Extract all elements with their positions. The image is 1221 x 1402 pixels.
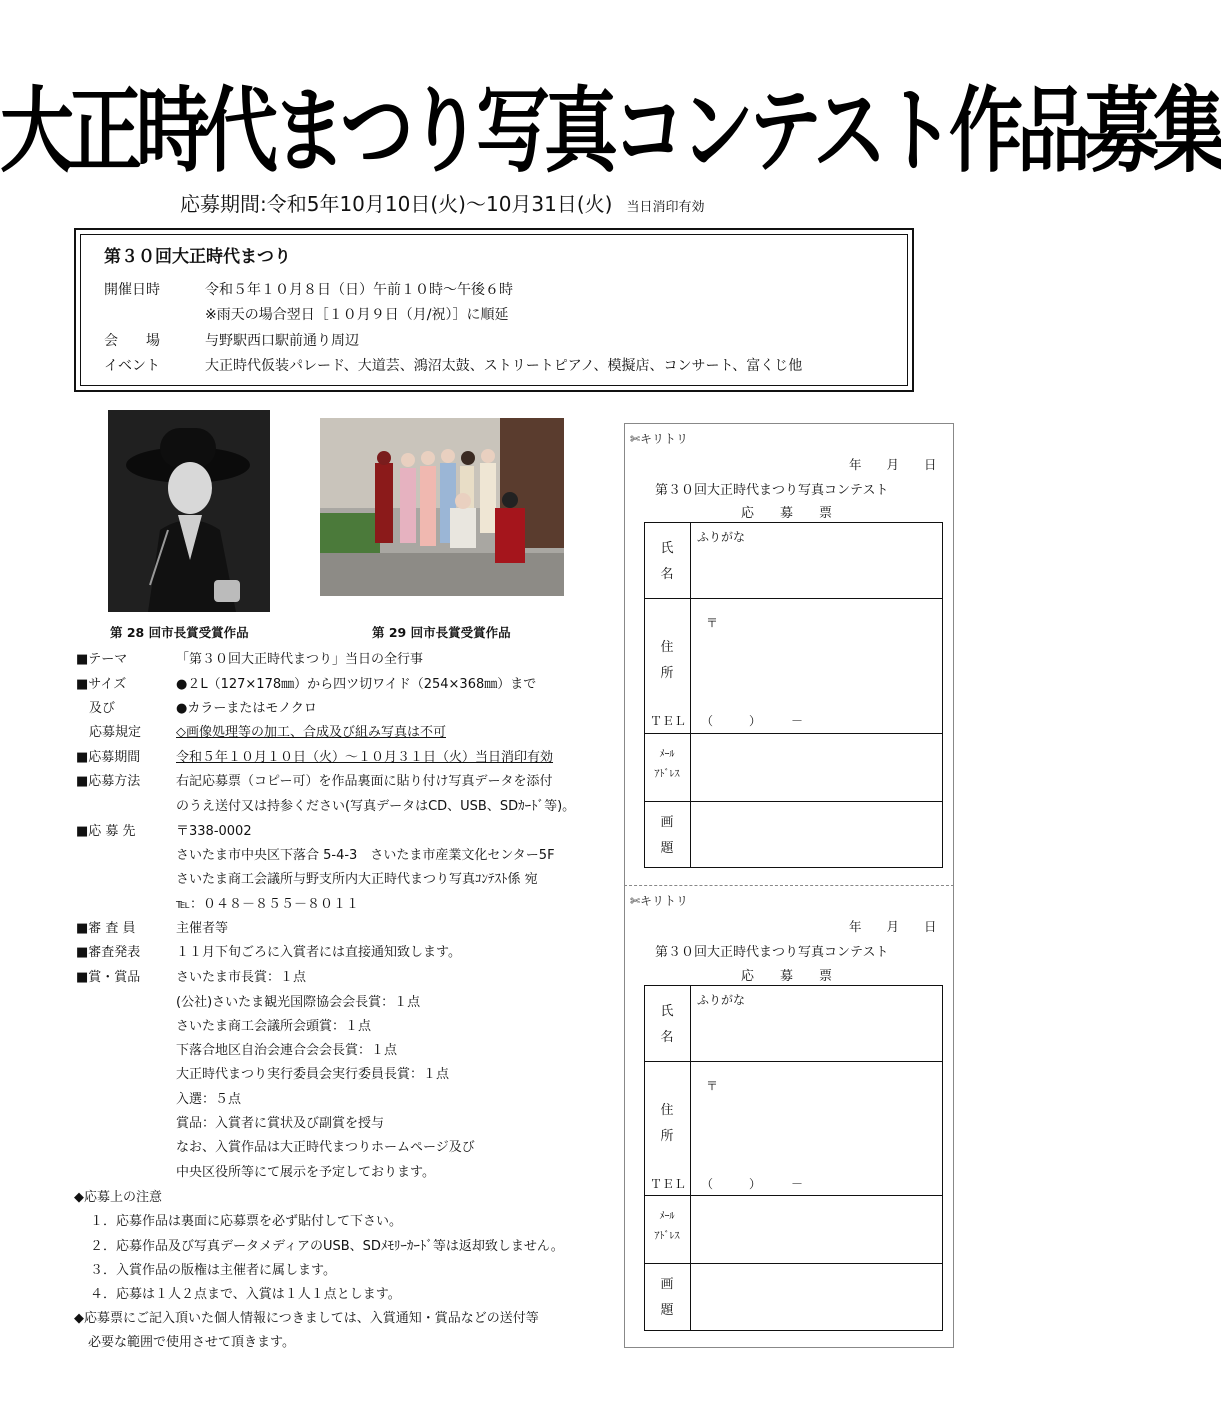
detail-key: ■審査発表 [76,945,141,960]
name-label-2: 名 [660,1030,674,1045]
event-value: ※雨天の場合翌日［１０月９日（月/祝）］に順延 [205,307,509,323]
note-item: ３．入賞作品の版権は主催者に属します。 [90,1263,336,1278]
tel-label: ＴＥＬ [650,714,687,728]
detail-value: 中央区役所等にて展示を予定しております。 [176,1165,435,1180]
form-title: 第３０回大正時代まつり写真コンテスト [655,483,889,498]
detail-value: ●２L（127×178㎜）から四ツ切ワイド（254×368㎜）まで [176,677,537,692]
work-title-field[interactable] [692,803,941,866]
address-field[interactable] [692,600,941,700]
email-label-2: ｱﾄﾞﾚｽ [654,1231,680,1242]
page-title: 大正時代まつり写真コンテスト作品募集 [0,78,1221,186]
form-row-divider [644,1263,943,1264]
detail-value: 右記応募票（コピー可）を作品裏面に貼り付け写真データを添付 [176,774,553,789]
detail-key: ■サイズ [76,677,127,692]
form-column-divider [690,522,691,868]
address-label-2: 所 [660,666,674,681]
email-label-2: ｱﾄﾞﾚｽ [654,769,680,780]
event-value: 与野駅西口駅前通り周辺 [205,333,359,349]
furigana-label: ふりがな [697,993,746,1007]
detail-value: さいたま商工会議所会頭賞：１点 [176,1019,372,1034]
note-item: ４．応募は１人２点まで、入賞は１人１点とします。 [90,1287,401,1302]
name-field[interactable] [692,548,941,596]
period-main: 応募期間:令和5年10月10日(火)～10月31日(火) [180,192,613,216]
detail-key: 及び [76,701,116,716]
notes-heading: ◆応募上の注意 [74,1190,162,1205]
tel-label: ＴＥＬ [650,1177,687,1191]
detail-value: さいたま市長賞：１点 [176,970,307,985]
form-row-divider [644,598,943,599]
cut-line [624,885,954,886]
work-title-label [644,1272,690,1324]
detail-key: ■賞・賞品 [76,970,141,985]
form-title: 第３０回大正時代まつり写真コンテスト [655,945,889,960]
detail-value: 主催者等 [176,921,229,936]
privacy-note: 必要な範囲で使用させて頂きます。 [88,1335,295,1350]
address-label-1: 住 [660,1103,674,1118]
photo-caption-28: 第 28 回市長賞受賞作品 [110,625,249,640]
photo-29th-winner [320,418,564,596]
work-title-field[interactable] [692,1265,941,1329]
detail-value: 大正時代まつり実行委員会実行委員長賞：１点 [176,1067,450,1082]
detail-key: ■審 査 員 [76,921,136,936]
detail-value: 令和５年１０月１０日（火）～１０月３１日（火）当日消印有効 [176,750,554,765]
detail-value: ℡：０４８－８５５－８０１１ [176,897,359,912]
name-label-1: 氏 [660,1004,674,1019]
detail-value: １１月下旬ごろに入賞者には直接通知致します。 [176,945,461,960]
email-label-1: ﾒｰﾙ [659,1211,675,1222]
email-label [644,1207,690,1247]
address-label-1: 住 [660,640,674,655]
event-key: 開催日時 [104,282,160,298]
furigana-label: ふりがな [697,530,746,544]
form-subtitle: 応 募 票 [741,506,833,521]
event-key: イベント [104,358,160,374]
photo-28th-winner [108,410,270,612]
email-label-1: ﾒｰﾙ [659,749,675,760]
address-label [644,635,690,687]
event-value: 令和５年１０月８日（日）午前１０時～午後６時 [205,282,513,298]
detail-value: ◇画像処理等の加工、合成及び組み写真は不可 [176,725,446,740]
form-column-divider [690,985,691,1331]
form-row-divider [644,1061,943,1062]
form-date: 年 月 日 [849,919,937,934]
postal-mark: 〒 [706,1079,719,1093]
email-label [644,745,690,785]
event-key: 会 場 [104,333,160,349]
tel-field[interactable]: （ ） － [701,714,804,728]
form-row-divider [644,733,943,734]
form-date: 年 月 日 [849,457,937,472]
name-field[interactable] [692,1011,941,1059]
email-field[interactable] [692,735,941,799]
cut-here-label: ✄キリトリ [630,432,689,446]
detail-value: のうえ送付又は持参ください(写真データはCD、USB、SDｶｰﾄﾞ等)。 [176,799,576,814]
detail-value: 「第３０回大正時代まつり」当日の全行事 [176,652,424,667]
form-subtitle: 応 募 票 [741,969,833,984]
name-label [644,999,690,1051]
cut-here-label: ✄キリトリ [630,894,689,908]
form-row-divider [644,801,943,802]
detail-value: 下落合地区自治会連合会会長賞：１点 [176,1043,398,1058]
application-period [180,188,705,217]
event-title: 第３０回大正時代まつり [104,247,291,267]
work-title-label-2: 題 [660,1303,674,1318]
period-note: 当日消印有効 [626,200,705,215]
detail-key: ■応 募 先 [76,824,136,839]
name-label-2: 名 [660,567,674,582]
form-row-divider [644,1195,943,1196]
detail-value: さいたま市中央区下落合 5-4-3 さいたま市産業文化センター5F [176,848,555,863]
detail-key: ■応募方法 [76,774,141,789]
privacy-note: ◆応募票にご記入頂いた個人情報につきましては、入賞通知・賞品などの送付等 [74,1311,539,1326]
photo-caption-29: 第 29 回市長賞受賞作品 [372,625,511,640]
detail-value: 入選：５点 [176,1092,242,1107]
work-title-label-2: 題 [660,841,674,856]
detail-key: ■応募期間 [76,750,141,765]
tel-field[interactable]: （ ） － [701,1177,804,1191]
detail-key: ■テーマ [76,652,128,667]
postal-mark: 〒 [706,616,719,630]
detail-value: 賞品：入賞者に賞状及び副賞を授与 [176,1116,385,1131]
work-title-label-1: 画 [660,815,674,830]
detail-value: さいたま商工会議所与野支所内大正時代まつり写真ｺﾝﾃｽﾄ係 宛 [176,872,538,887]
address-label-2: 所 [660,1129,674,1144]
detail-key: 応募規定 [76,725,142,740]
note-item: １．応募作品は裏面に応募票を必ず貼付して下さい。 [90,1214,403,1229]
work-title-label-1: 画 [660,1277,674,1292]
detail-value: なお、入賞作品は大正時代まつりホームページ及び [176,1140,475,1155]
work-title-label [644,810,690,862]
name-label-1: 氏 [660,541,674,556]
email-field[interactable] [692,1197,941,1261]
detail-value: 〒338-0002 [176,824,252,839]
note-item: ２．応募作品及び写真データメディアのUSB、SDﾒﾓﾘｰｶｰﾄﾞ等は返却致しません。 [90,1239,564,1254]
name-label [644,536,690,588]
address-field[interactable] [692,1063,941,1163]
event-value: 大正時代仮装パレード、大道芸、鴻沼太鼓、ストリートピアノ、模擬店、コンサート、富くじ他 [205,358,803,374]
detail-value: ●カラーまたはモノクロ [176,701,317,716]
detail-value: (公社)さいたま観光国際協会会長賞：１点 [176,995,421,1010]
address-label [644,1098,690,1150]
